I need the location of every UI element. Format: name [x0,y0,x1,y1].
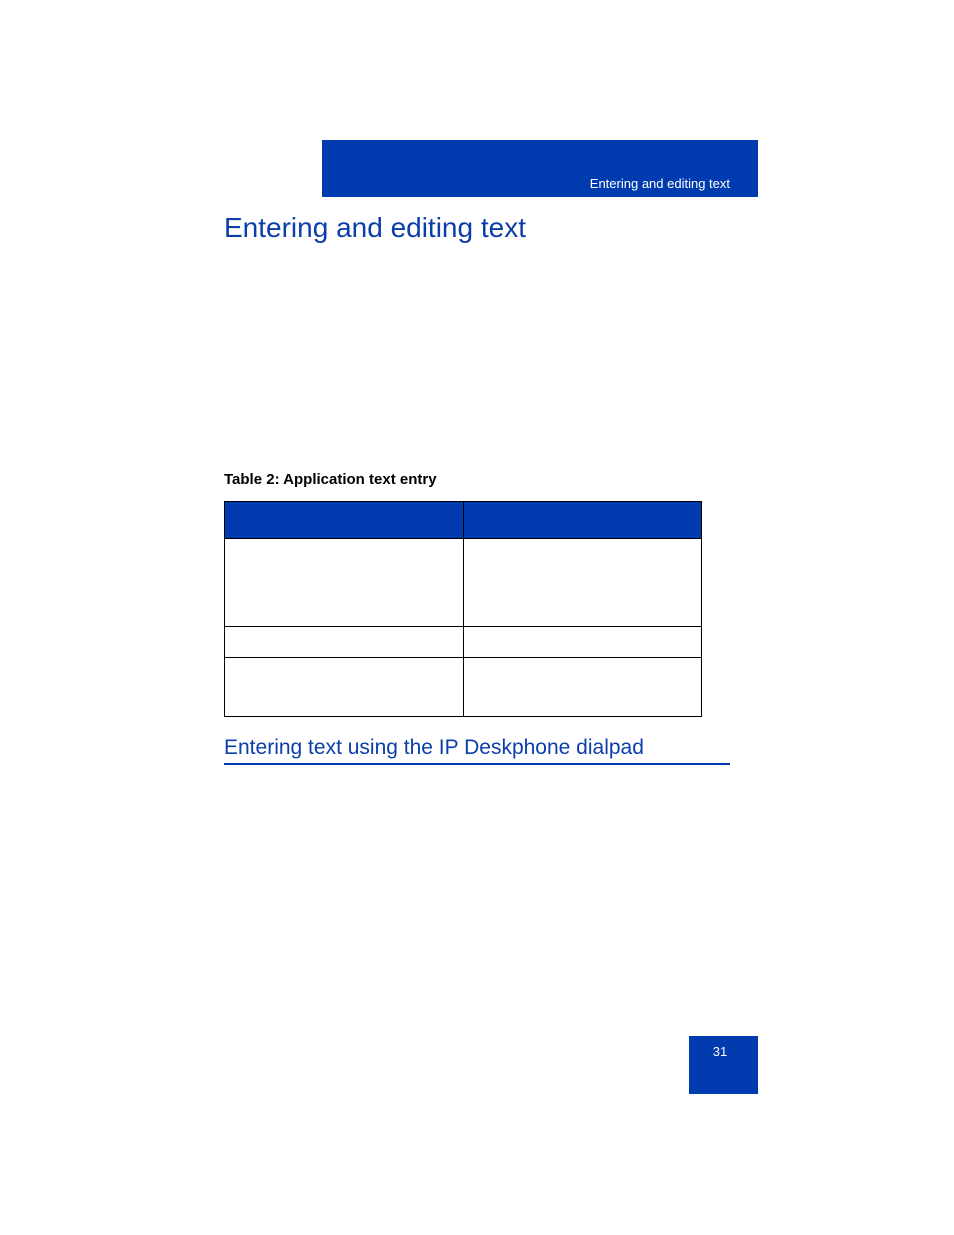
table-caption: Table 2: Application text entry [224,471,437,488]
table-row [225,627,702,658]
page-title: Entering and editing text [224,212,526,243]
table-cell [225,627,464,658]
table-cell [225,539,464,627]
table-header-row [225,502,702,539]
table-cell [463,627,702,658]
application-text-entry-table [224,501,702,717]
table-cell [463,658,702,717]
section-heading: Entering text using the IP Deskphone dialpad [224,736,730,765]
table-header-cell [463,502,702,539]
table-row [225,539,702,627]
page-number: 31 [712,1044,728,1059]
header-band [322,140,758,197]
running-header-title: Entering and editing text [589,176,730,191]
table-cell [463,539,702,627]
table-header-cell [225,502,464,539]
page-number-box [689,1036,758,1094]
table-cell [225,658,464,717]
table-row [225,658,702,717]
